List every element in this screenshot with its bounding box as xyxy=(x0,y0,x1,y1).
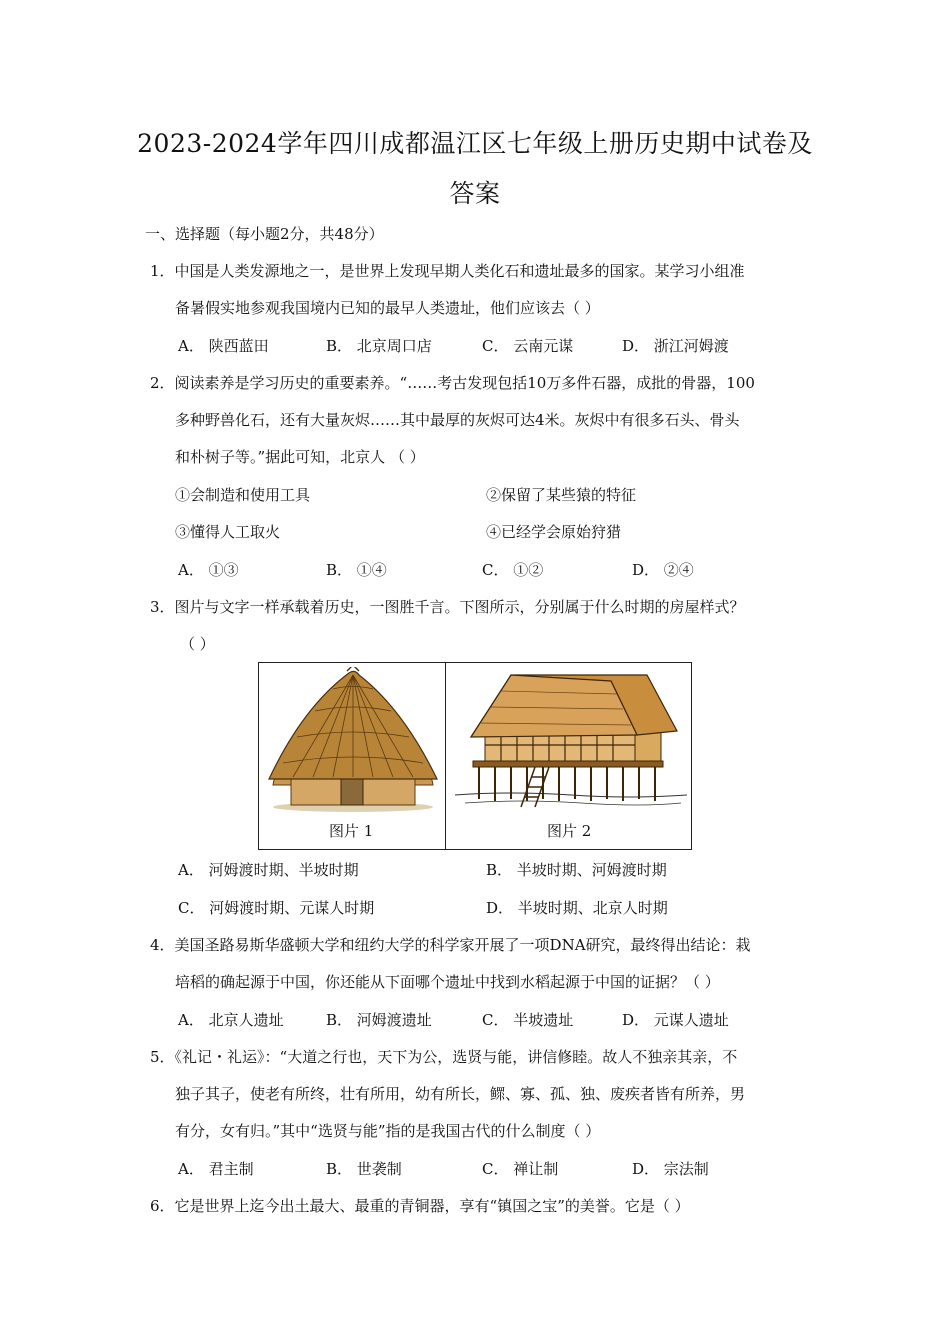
q4-option-c: C． 半坡遗址 xyxy=(482,1011,574,1029)
q3-option-a: A． 河姆渡时期、半坡时期 xyxy=(178,861,359,879)
q2-option-b: B． ①④ xyxy=(326,561,387,579)
q3-line1: 3．图片与文字一样承载着历史，一图胜千言。下图所示，分别属于什么时期的房屋样式？ xyxy=(150,598,745,616)
q4-option-a: A． 北京人遗址 xyxy=(178,1011,284,1029)
figure-divider xyxy=(445,663,446,849)
q1-option-d: D． 浙江河姆渡 xyxy=(622,337,729,355)
q1-option-b: B． 北京周口店 xyxy=(326,337,432,355)
caption-picture-2: 图片 2 xyxy=(547,822,592,840)
q2-line3: 和朴树子等。”据此可知，北京人 （ ） xyxy=(175,448,425,466)
q2-line2: 多种野兽化石，还有大量灰烬……其中最厚的灰烬可达4米。灰烬中有很多石头、骨头 xyxy=(175,411,740,429)
q2-statement-2: ②保留了某些猿的特征 xyxy=(486,486,637,504)
q4-option-d: D． 元谋人遗址 xyxy=(622,1011,729,1029)
q1-option-a: A． 陕西蓝田 xyxy=(178,337,269,355)
q5-line1: 5．《礼记・礼运》：“大道之行也，天下为公，选贤与能，讲信修睦。故人不独亲其亲，不 xyxy=(150,1048,738,1066)
q5-line3: 有分，女有归。”其中“选贤与能”指的是我国古代的什么制度（ ） xyxy=(175,1122,601,1140)
q5-line2: 独子其子，使老有所终，壮有所用，幼有所长，鳏、寡、孤、独、废疾者皆有所养，男 xyxy=(175,1085,746,1103)
q2-statement-1: ①会制造和使用工具 xyxy=(175,486,311,504)
q1-option-c: C． 云南元谋 xyxy=(482,337,574,355)
q4-option-b: B． 河姆渡遗址 xyxy=(326,1011,432,1029)
q4-line2: 培稻的确起源于中国，你还能从下面哪个遗址中找到水稻起源于中国的证据？（ ） xyxy=(175,973,720,991)
q4-line1: 4．美国圣路易斯华盛顿大学和纽约大学的科学家开展了一项DNA研究，最终得出结论：栽 xyxy=(150,936,751,954)
q1-line2: 备暑假实地参观我国境内已知的最早人类遗址，他们应该去（ ） xyxy=(175,299,600,317)
doc-title-line2: 答案 xyxy=(449,179,501,208)
q5-option-c: C． 禅让制 xyxy=(482,1160,559,1178)
house-figure-table xyxy=(258,662,692,850)
stilt-house-image xyxy=(451,667,689,813)
q3-line2: （ ） xyxy=(180,635,215,653)
q2-line1: 2．阅读素养是学习历史的重要素养。“……考古发现包括10万多件石器，成批的骨器，100 xyxy=(150,374,755,392)
q3-option-b: B． 半坡时期、河姆渡时期 xyxy=(486,861,667,879)
q5-option-d: D． 宗法制 xyxy=(632,1160,709,1178)
q2-statement-4: ④已经学会原始狩猎 xyxy=(486,523,622,541)
thatched-hut-image xyxy=(263,667,441,813)
q2-option-c: C． ①② xyxy=(482,561,544,579)
q1-line1: 1．中国是人类发源地之一，是世界上发现早期人类化石和遗址最多的国家。某学习小组准 xyxy=(150,262,745,280)
q2-option-d: D． ②④ xyxy=(632,561,694,579)
doc-title-line1: 2023-2024学年四川成都温江区七年级上册历史期中试卷及 xyxy=(137,129,813,158)
section-heading: 一、选择题（每小题2分，共48分） xyxy=(145,225,384,243)
q5-option-a: A． 君主制 xyxy=(178,1160,254,1178)
q3-option-c: C． 河姆渡时期、元谋人时期 xyxy=(178,899,375,917)
q6-line1: 6．它是世界上迄今出土最大、最重的青铜器，享有“镇国之宝”的美誉。它是（ ） xyxy=(150,1197,690,1215)
q2-option-a: A． ①③ xyxy=(178,561,239,579)
caption-picture-1: 图片 1 xyxy=(329,822,374,840)
q3-option-d: D． 半坡时期、北京人时期 xyxy=(486,899,668,917)
q5-option-b: B． 世袭制 xyxy=(326,1160,402,1178)
q2-statement-3: ③懂得人工取火 xyxy=(175,523,281,541)
